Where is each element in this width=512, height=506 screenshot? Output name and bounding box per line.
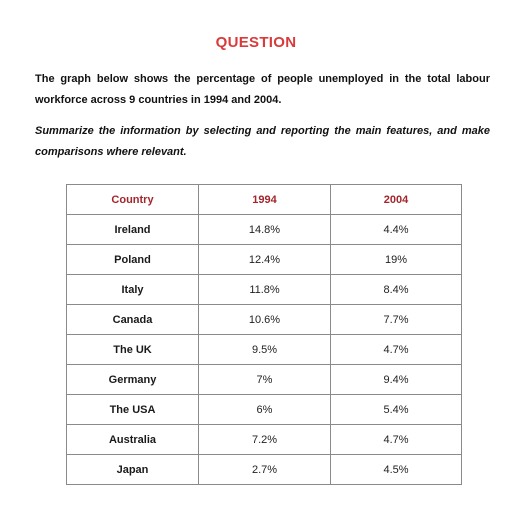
country-cell: Australia — [67, 425, 199, 455]
header-country: Country — [67, 185, 199, 215]
value-2004-cell: 7.7% — [331, 305, 462, 335]
value-2004-cell: 5.4% — [331, 395, 462, 425]
value-1994-cell: 2.7% — [199, 455, 331, 485]
value-2004-cell: 4.7% — [331, 335, 462, 365]
table-row — [67, 215, 462, 245]
country-cell: The USA — [67, 395, 199, 425]
value-1994-cell: 12.4% — [199, 245, 331, 275]
value-2004-cell: 9.4% — [331, 365, 462, 395]
value-1994-cell: 7% — [199, 365, 331, 395]
header-1994: 1994 — [199, 185, 331, 215]
table-row — [67, 395, 462, 425]
task-instruction: Summarize the information by selecting and reporting the main features, and make comparisons where relevant. — [35, 125, 490, 158]
table-header-row — [67, 185, 462, 215]
value-1994-cell: 10.6% — [199, 305, 331, 335]
table-row — [67, 365, 462, 395]
table-row — [67, 245, 462, 275]
country-cell: Germany — [67, 365, 199, 395]
table-row — [67, 455, 462, 485]
unemployment-table — [66, 184, 462, 485]
country-cell: Italy — [67, 275, 199, 305]
value-2004-cell: 4.4% — [331, 215, 462, 245]
value-2004-cell: 4.5% — [331, 455, 462, 485]
value-1994-cell: 6% — [199, 395, 331, 425]
page-title: QUESTION — [215, 34, 297, 51]
header-2004: 2004 — [331, 185, 462, 215]
country-cell: Poland — [67, 245, 199, 275]
value-1994-cell: 7.2% — [199, 425, 331, 455]
country-cell: Ireland — [67, 215, 199, 245]
task-description: The graph below shows the percentage of people unemployed in the total labour workforce across 9 countries in 1994 and 2004. — [35, 73, 490, 106]
value-2004-cell: 4.7% — [331, 425, 462, 455]
value-2004-cell: 8.4% — [331, 275, 462, 305]
country-cell: The UK — [67, 335, 199, 365]
value-1994-cell: 14.8% — [199, 215, 331, 245]
table-row — [67, 425, 462, 455]
value-1994-cell: 9.5% — [199, 335, 331, 365]
table-row — [67, 275, 462, 305]
table-row — [67, 305, 462, 335]
value-1994-cell: 11.8% — [199, 275, 331, 305]
value-2004-cell: 19% — [331, 245, 462, 275]
country-cell: Canada — [67, 305, 199, 335]
country-cell: Japan — [67, 455, 199, 485]
table-row — [67, 335, 462, 365]
